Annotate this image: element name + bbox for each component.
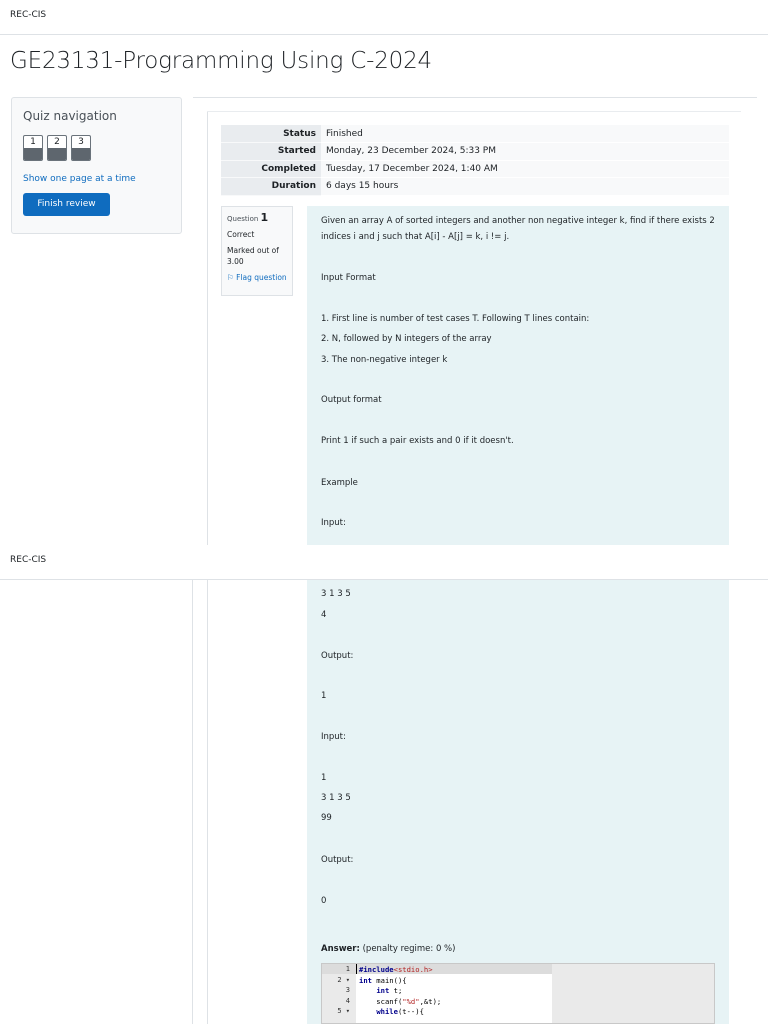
- quiz-nav-button-3[interactable]: [71, 135, 91, 161]
- code-token: while: [376, 1007, 398, 1016]
- site-name[interactable]: REC-CIS: [10, 10, 47, 20]
- quiz-nav-button-1[interactable]: [23, 135, 43, 161]
- quiz-navigation-title: Quiz navigation: [23, 109, 117, 123]
- question-intro: Given an array A of sorted integers and another non negative integer k, find if there exists 2 indices i and j such that A[i] - A[j] = k, i != j.: [321, 216, 715, 242]
- question-state: Correct: [227, 230, 255, 239]
- example-input-label: Input:: [321, 518, 346, 528]
- show-one-page-link[interactable]: Show one page at a time: [23, 174, 136, 184]
- site-name[interactable]: REC-CIS: [10, 555, 47, 565]
- code-token: int: [359, 975, 372, 985]
- quiz-nav-button-label: 2: [54, 137, 60, 147]
- example-2-array: 3 1 3 5: [321, 793, 351, 803]
- example-1-array: 3 1 3 5: [321, 589, 351, 599]
- code-token: int: [376, 986, 390, 995]
- flag-question-link[interactable]: [227, 273, 287, 282]
- input-format-line-2: 2. N, followed by N integers of the array: [321, 334, 492, 344]
- question-number-value: 1: [260, 211, 269, 224]
- content-divider: [207, 111, 741, 112]
- code-line[interactable]: [359, 965, 433, 974]
- code-editor[interactable]: [321, 963, 715, 1024]
- line-number: 1: [345, 965, 350, 973]
- finish-review-button[interactable]: Finish review: [23, 193, 110, 216]
- text-cursor: [356, 964, 357, 974]
- example-2-t: 1: [321, 773, 327, 783]
- site-header: [0, 0, 768, 35]
- input-format-line-1: 1. First line is number of test cases T. Following T lines contain:: [321, 314, 590, 324]
- line-number: 3: [345, 986, 350, 994]
- line-number: 5 ▾: [337, 1007, 350, 1015]
- quiz-nav-button-label: 1: [30, 137, 36, 147]
- line-number: 4: [345, 996, 350, 1005]
- content-border: [207, 112, 208, 545]
- code-line[interactable]: [359, 997, 441, 1006]
- summary-label: Completed: [221, 160, 321, 178]
- example-2-input-label: Input:: [321, 732, 346, 742]
- summary-row: [221, 125, 729, 143]
- answer-state-indicator: [72, 148, 90, 160]
- code-token: "%d": [402, 996, 420, 1006]
- code-token: main(){: [371, 975, 407, 985]
- code-token: (t--){: [397, 1007, 424, 1016]
- quiz-review-summary: [221, 125, 729, 196]
- input-format-line-3: 3. The non-negative integer k: [321, 355, 448, 365]
- site-header-repeat: [0, 545, 768, 580]
- flag-question-label: Flag question: [236, 273, 287, 282]
- code-token: t;: [389, 986, 403, 995]
- summary-row: [221, 143, 729, 161]
- summary-row: [221, 178, 729, 196]
- question-number: [227, 211, 287, 224]
- code-token: [359, 1007, 376, 1016]
- code-token: #include: [359, 965, 394, 974]
- output-format-text: Print 1 if such a pair exists and 0 if it doesn't.: [321, 436, 514, 446]
- answer-state-indicator: [48, 148, 66, 160]
- content-border: [207, 580, 208, 1024]
- summary-value: Finished: [321, 125, 729, 143]
- summary-value: Tuesday, 17 December 2024, 1:40 AM: [321, 160, 729, 178]
- question-text-panel: [307, 206, 729, 545]
- code-token: <stdio.h>: [393, 965, 433, 974]
- example-2-output-label: Output:: [321, 855, 354, 865]
- code-token: scanf(: [359, 996, 403, 1006]
- code-token: ,&t);: [419, 996, 442, 1006]
- example-heading: Example: [321, 478, 358, 488]
- region-divider: [192, 580, 193, 1024]
- answer-heading: [321, 943, 455, 955]
- question-info: [221, 206, 293, 296]
- code-line[interactable]: [359, 1007, 424, 1016]
- question-text-panel-continued: [307, 580, 729, 1024]
- summary-label: Duration: [221, 178, 321, 196]
- example-2-k: 99: [321, 813, 332, 823]
- summary-value: Monday, 23 December 2024, 5:33 PM: [321, 143, 729, 161]
- quiz-nav-button-2[interactable]: [47, 135, 67, 161]
- summary-row: [221, 160, 729, 178]
- question-grade: Marked out of 3.00: [227, 246, 279, 266]
- input-format-heading: Input Format: [321, 273, 376, 283]
- code-token: [359, 986, 376, 995]
- answer-label: Answer:: [321, 944, 360, 954]
- flag-icon: ⚐: [227, 273, 234, 282]
- summary-label: Started: [221, 143, 321, 161]
- line-number: 2 ▾: [337, 975, 350, 984]
- code-line[interactable]: [359, 976, 407, 985]
- summary-label: Status: [221, 125, 321, 143]
- region-divider: [193, 97, 757, 98]
- penalty-regime: (penalty regime: 0 %): [362, 944, 456, 954]
- example-2-output: 0: [321, 896, 327, 906]
- output-format-heading: Output format: [321, 395, 382, 405]
- example-1-output-label: Output:: [321, 651, 354, 661]
- page-title: GE23131-Programming Using C-2024: [10, 48, 432, 74]
- quiz-navigation-block: [11, 97, 182, 234]
- quiz-nav-button-label: 3: [78, 137, 84, 147]
- answer-state-indicator: [24, 148, 42, 160]
- example-1-k: 4: [321, 610, 327, 620]
- code-line[interactable]: [359, 986, 402, 995]
- question-label: Question: [227, 215, 259, 223]
- summary-value: 6 days 15 hours: [321, 178, 729, 196]
- example-1-output: 1: [321, 691, 327, 701]
